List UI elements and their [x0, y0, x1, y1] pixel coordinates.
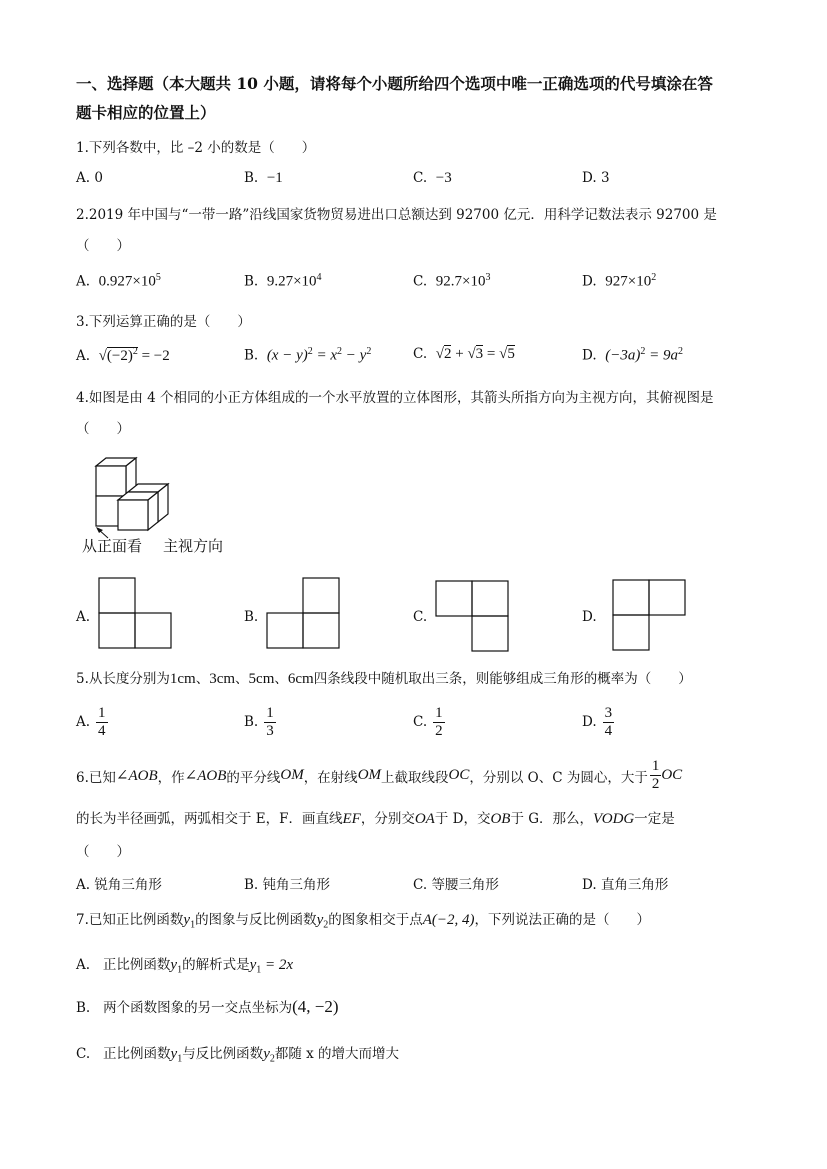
q6-option-c[interactable]: C. 等腰三角形 [413, 877, 499, 893]
q6-option-a[interactable]: A. 锐角三角形 [76, 877, 162, 893]
q1-option-d[interactable]: D. 3 [582, 170, 610, 186]
question-6-line2: 的长为半径画弧，两弧相交于 E，F．画直线EF，分别交OA于 D，交OB于 G．那么，VODG一定是 [76, 811, 675, 827]
q7-option-a[interactable]: A. 正比例函数$y_1$的解析式是$y_1 = 2x$ [76, 957, 294, 976]
q3-option-a[interactable]: A. $√(-2)^2 = -2$ [76, 346, 170, 364]
q7-option-b[interactable]: B. 两个函数图象的另一交点坐标为(4, −2) [76, 997, 339, 1016]
q1-option-b[interactable]: B. −1 [244, 170, 283, 186]
question-4-stem-line2: （ ） [76, 421, 130, 437]
question-6-line1: 6.已知 ∠AOB ，作 ∠AOB 的平分线 OM ，在射线 OM 上截取线段 OC ，分别以 O、C 为圆心，大于 $\frac{1}{2}$ OC [76, 758, 683, 792]
q5-option-a[interactable]: A. $\frac{1}{4}$ [76, 705, 106, 739]
fraction: $\frac{1}{4}$ [98, 705, 106, 739]
q5-option-c[interactable]: C. $\frac{1}{2}$ [413, 705, 443, 739]
q6-option-b[interactable]: B. 钝角三角形 [244, 877, 331, 893]
q4-option-d-label[interactable]: D. [582, 609, 597, 625]
q4-option-c-grid[interactable] [435, 580, 510, 653]
question-3-stem: 3.下列运算正确的是（ ） [76, 314, 251, 330]
q3-option-c[interactable]: C. √2 + √3 = √5 [413, 346, 515, 362]
radicand: $(-2)^2$ [106, 346, 138, 364]
q4-option-a-grid[interactable] [98, 577, 173, 650]
q3-option-b[interactable]: B. $(x - y)^2 = x^2 - y^2$ [244, 346, 372, 364]
q4-option-b-label[interactable]: B. [244, 609, 259, 625]
q4-option-c-label[interactable]: C. [413, 609, 428, 625]
question-6-line3: （ ） [76, 844, 130, 860]
q5-option-b[interactable]: B. $\frac{1}{3}$ [244, 705, 274, 739]
radical-sign-icon: √ [499, 346, 508, 362]
section-title-line2: 题卡相应的位置上） [76, 103, 216, 122]
radical-sign-icon: √ [98, 348, 107, 364]
fraction: $\frac{1}{3}$ [266, 705, 274, 739]
section-title-line1: 一、选择题（本大题共 10 小题，请将每个小题所给四个选项中唯一正确选项的代号填涂在答 [76, 74, 713, 93]
q4-option-a-label[interactable]: A. [76, 609, 91, 625]
fraction: $\frac{1}{2}$ [435, 705, 443, 739]
q3-option-d[interactable]: D. $(-3a)^2 = 9a^2$ [582, 346, 683, 364]
q7-option-c[interactable]: C. 正比例函数$y_1$与反比例函数$y_2$都随 x 的增大而增大 [76, 1046, 400, 1065]
q4-option-b-grid[interactable] [266, 577, 341, 650]
q1-option-a[interactable]: A. 0 [76, 170, 103, 186]
radical-sign-icon: √ [467, 346, 476, 362]
q2-option-c[interactable]: C. $92.7\times 10^3$ [413, 272, 491, 290]
q6-option-d[interactable]: D. 直角三角形 [582, 877, 669, 893]
fraction: $\frac{3}{4}$ [604, 705, 613, 739]
figure-caption-direction: 主视方向 [163, 537, 224, 555]
q5-option-d[interactable]: D. $\frac{3}{4}$ [582, 705, 613, 739]
question-2-stem-line1: 2.2019 年中国与“一带一路”沿线国家货物贸易进出口总额达到 92700 亿元．用科学记数法表示 92700 是 [76, 207, 717, 223]
question-5-stem: 5.从长度分别为1cm、3cm、5cm、6cm四条线段中随机取出三条，则能够组成三角形的概率为（ ） [76, 671, 692, 687]
question-7-stem: 7.已知正比例函数$y_1$的图象与反比例函数$y_2$的图象相交于点A(−2, 4)，下列说法正确的是（ ） [76, 912, 651, 931]
question-2-stem-line2: （ ） [76, 238, 130, 254]
q2-option-d[interactable]: D. $927\times 10^2$ [582, 272, 657, 290]
q2-option-b[interactable]: B. $9.27\times 10^4$ [244, 272, 322, 290]
fraction-half: $\frac{1}{2}$ [651, 758, 660, 792]
question-4-stem-line1: 4.如图是由 4 个相同的小正方体组成的一个水平放置的立体图形，其箭头所指方向为主视方向，其俯视图是 [76, 390, 714, 406]
q4-option-d-grid[interactable] [612, 579, 687, 652]
q2-option-a[interactable]: A. $0.927\times 10^5$ [76, 272, 161, 290]
question-1-stem: 1.下列各数中，比 –2 小的数是（ ） [76, 140, 316, 156]
radical-sign-icon: √ [435, 346, 444, 362]
figure-caption-front: 从正面看 [82, 537, 143, 555]
q1-option-c[interactable]: C. −3 [413, 170, 452, 186]
